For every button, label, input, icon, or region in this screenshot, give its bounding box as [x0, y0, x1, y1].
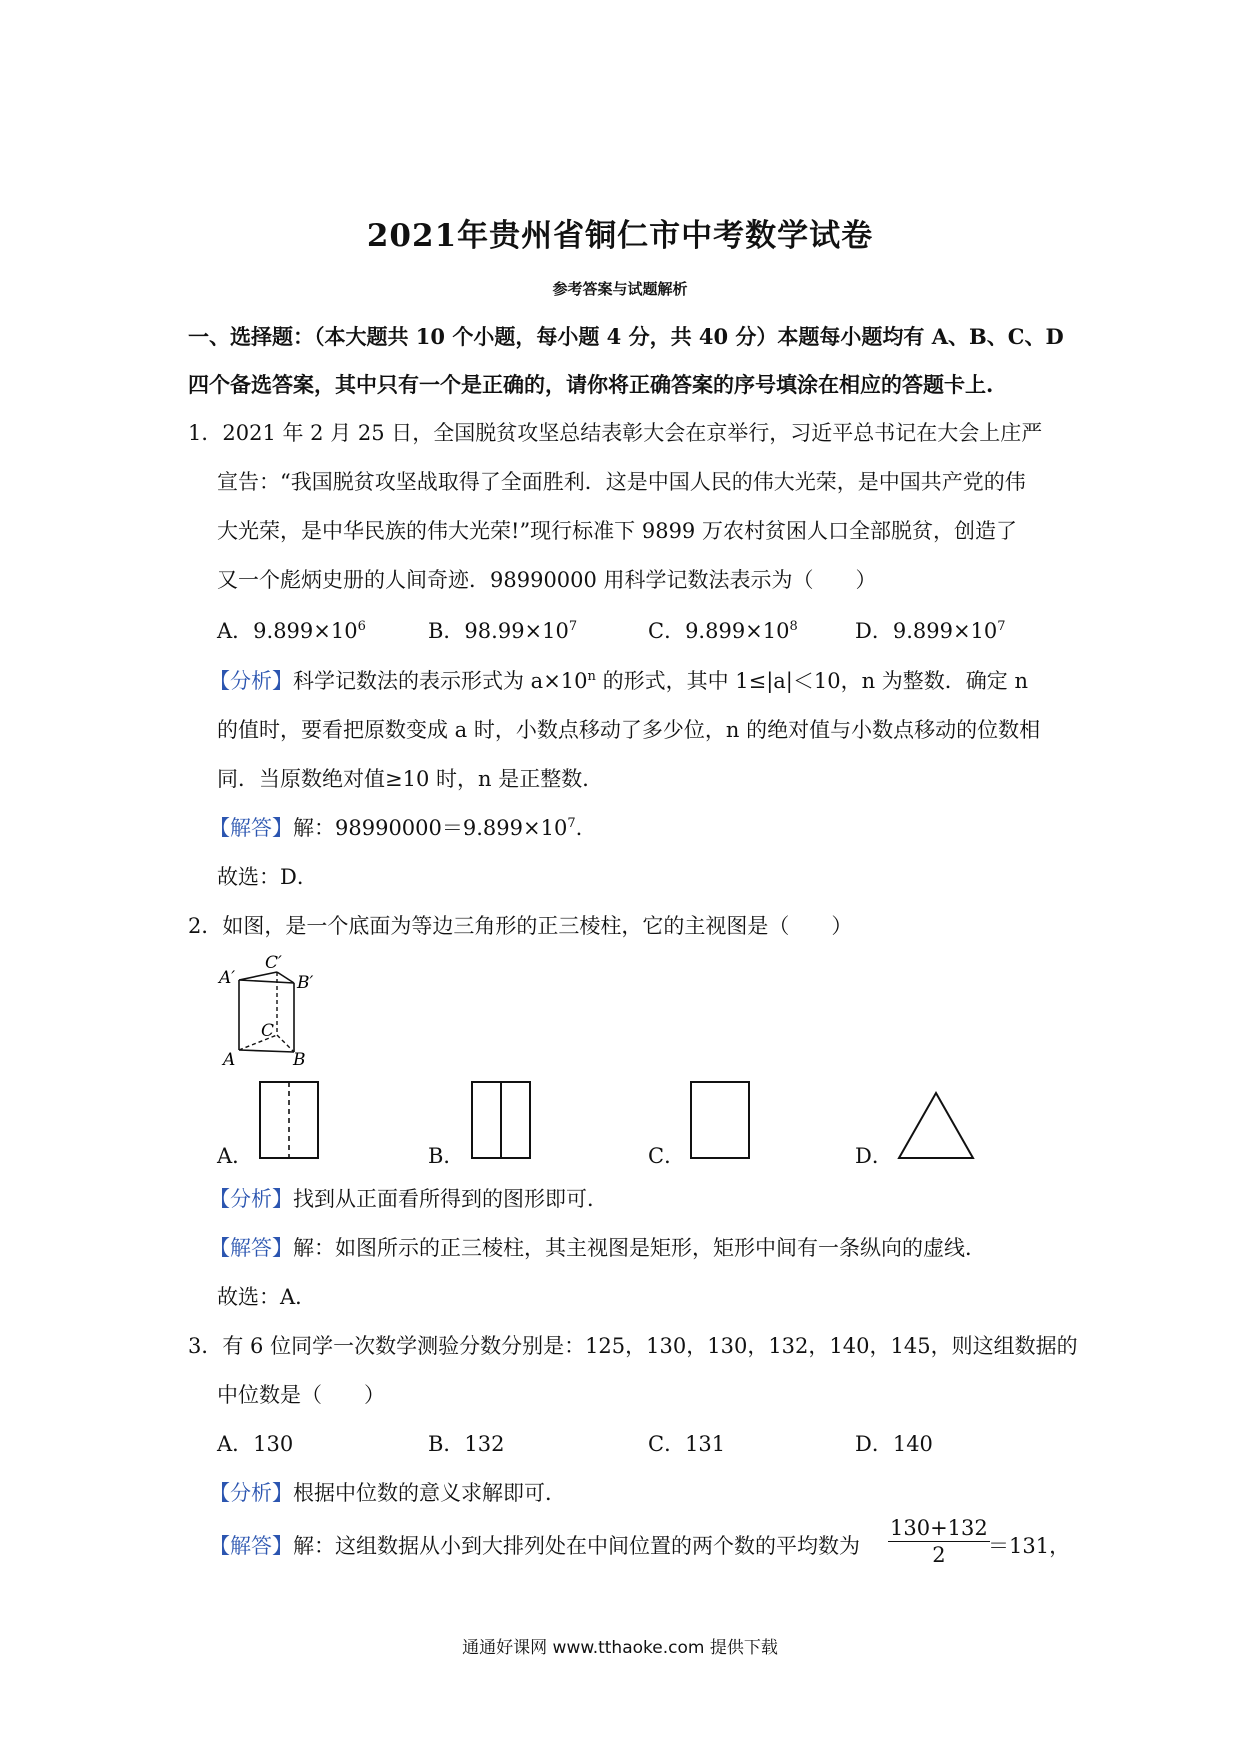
- q1-analysis-line2: 的值时，要看把原数变成 a 时，小数点移动了多少位，n 的绝对值与小数点移动的位数相: [217, 718, 1041, 742]
- q1-option-d: D．$9.899\times 10^7$: [855, 619, 1006, 643]
- q1-option-b: B．$98.99\times 10^7$: [428, 619, 578, 643]
- option-d-triangle: [895, 1090, 977, 1162]
- q1-option-a: A．$9.899\times 10^6$: [217, 619, 366, 643]
- q3-answer: 【解答】解：这组数据从小到大排列处在中间位置的两个数的平均数为: [209, 1534, 860, 1558]
- page-subtitle: 参考答案与试题解析: [552, 280, 688, 298]
- q1-stem-line1: 1．2021 年 2 月 25 日，全国脱贫攻坚总结表彰大会在京举行，习近平总书记在大会上庄严: [188, 421, 1043, 445]
- q3-stem-line2: 中位数是（ ）: [217, 1383, 385, 1407]
- q3-fraction: [888, 1515, 990, 1568]
- q1-analysis-line1: 【分析】科学记数法的表示形式为 $a\times 10^n$ 的形式，其中 1≤|a|＜10，n 为整数．确定 n: [209, 669, 1028, 693]
- option-a-rect-dashed: [258, 1080, 322, 1162]
- label-c: C: [261, 1021, 275, 1041]
- q1-answer: 【解答】解：$98990000=9.899\times 10^7$.: [209, 816, 583, 840]
- q1-analysis-line3: 同．当原数绝对值≥10 时，n 是正整数．: [217, 767, 604, 791]
- page-title: 2021年贵州省铜仁市中考数学试卷: [366, 218, 874, 254]
- answer-tag: 【解答】: [209, 1236, 293, 1260]
- label-a: A: [223, 1050, 236, 1070]
- q3-option-d: D．140: [855, 1432, 933, 1456]
- q2-option-c: C．: [648, 1144, 686, 1168]
- q1-stem-line3: 大光荣，是中华民族的伟大光荣!”现行标准下 9899 万农村贫困人口全部脱贫，创造了: [217, 519, 1017, 543]
- fraction-numerator: 130+132: [890, 1516, 988, 1540]
- q3-stem-line1: 3．有 6 位同学一次数学测验分数分别是：125，130，130，132，140，145，则这组数据的: [188, 1334, 1078, 1358]
- analysis-tag: 【分析】: [209, 669, 293, 693]
- q2-analysis: 【分析】找到从正面看所得到的图形即可．: [209, 1187, 608, 1211]
- q3-option-b: B．132: [428, 1432, 505, 1456]
- answer-tag: 【解答】: [209, 1534, 293, 1558]
- q1-stem-line2: 宣告：“我国脱贫攻坚战取得了全面胜利．这是中国人民的伟大光荣，是中国共产党的伟: [217, 470, 1026, 494]
- label-a-prime: A′: [219, 968, 236, 988]
- label-b-prime: B′: [297, 973, 314, 993]
- option-b-rect-solid: [470, 1080, 534, 1162]
- q2-option-d: D．: [855, 1144, 893, 1168]
- answer-tag: 【解答】: [209, 816, 293, 840]
- q3-option-a: A．130: [217, 1432, 294, 1456]
- download-footer: 通通好课网 www.tthaoke.com 提供下载: [462, 1638, 778, 1658]
- q1-choice: 故选：D．: [217, 865, 318, 889]
- q2-choice: 故选：A．: [217, 1285, 317, 1309]
- q2-option-b: B．: [428, 1144, 465, 1168]
- q3-answer-result: ＝131，: [988, 1534, 1071, 1558]
- q1-stem-line4: 又一个彪炳史册的人间奇迹．98990000 用科学记数法表示为（ ）: [217, 568, 877, 592]
- fraction-denominator: 2: [932, 1543, 946, 1567]
- q3-analysis: 【分析】根据中位数的意义求解即可．: [209, 1481, 566, 1505]
- q3-option-c: C．131: [648, 1432, 726, 1456]
- analysis-tag: 【分析】: [209, 1187, 293, 1211]
- q2-option-a: A．: [217, 1144, 254, 1168]
- option-c-rect: [689, 1080, 753, 1162]
- label-b: B: [293, 1050, 306, 1070]
- q1-option-c: C．$9.899\times 10^8$: [648, 619, 798, 643]
- label-c-prime: C′: [265, 953, 282, 973]
- section-heading-line2: 四个备选答案，其中只有一个是正确的，请你将正确答案的序号填涂在相应的答题卡上.: [188, 372, 994, 397]
- prism-figure: [215, 950, 325, 1075]
- q2-answer: 【解答】解：如图所示的正三棱柱，其主视图是矩形，矩形中间有一条纵向的虚线．: [209, 1236, 986, 1260]
- analysis-tag: 【分析】: [209, 1481, 293, 1505]
- section-heading-line1: 一、选择题：（本大题共 10 个小题，每小题 4 分，共 40 分）本题每小题均有 A、B、C、D: [188, 324, 1064, 349]
- q2-stem: 2．如图，是一个底面为等边三角形的正三棱柱，它的主视图是（ ）: [188, 914, 853, 938]
